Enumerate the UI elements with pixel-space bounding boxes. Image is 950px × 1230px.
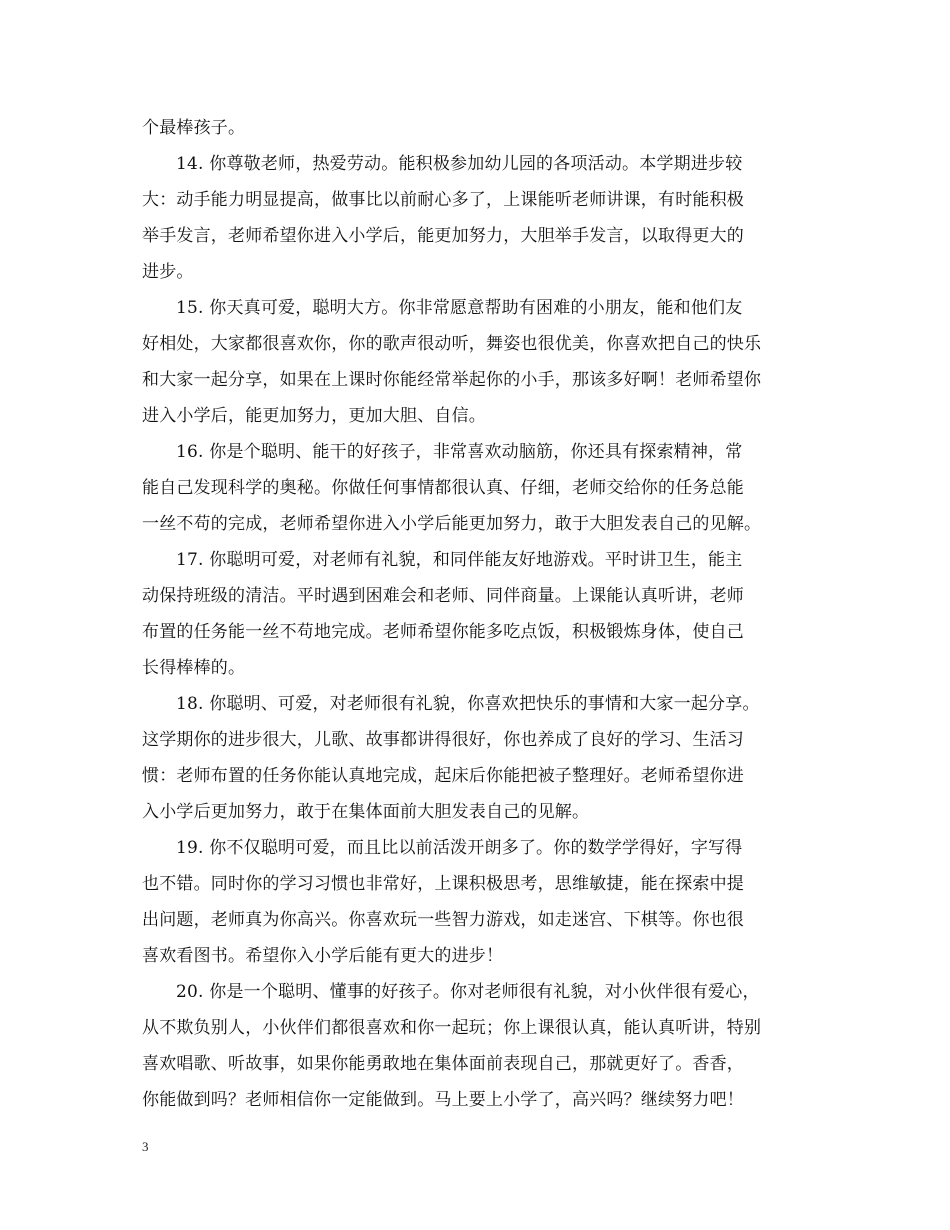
text-line: 个最棒孩子。 [142, 118, 246, 138]
text-line: 也不错。同时你的学习习惯也非常好，上课积极思考，思维敏捷，能在探索中提 [142, 874, 744, 894]
paragraph-14-line: 14. 你尊敬老师，热爱劳动。能积极参加幼儿园的各项活动。本学期进步较 [176, 154, 743, 174]
paragraph-20-line: 20. 你是一个聪明、懂事的好孩子。你对老师很有礼貌，对小伙伴很有爱心， [176, 982, 760, 1002]
paragraph-18-line: 18. 你聪明、可爱，对老师很有礼貌，你喜欢把快乐的事情和大家一起分享。 [176, 694, 760, 714]
text-line: 动保持班级的清洁。平时遇到困难会和老师、同伴商量。上课能认真听讲，老师 [142, 586, 744, 606]
text-line: 你能做到吗？老师相信你一定能做到。马上要上小学了，高兴吗？继续努力吧！ [142, 1090, 744, 1110]
text-line: 入小学后更加努力，敢于在集体面前大胆发表自己的见解。 [142, 802, 590, 822]
text-line: 惯：老师布置的任务你能认真地完成，起床后你能把被子整理好。老师希望你进 [142, 766, 744, 786]
text-line: 喜欢唱歌、听故事，如果你能勇敢地在集体面前表现自己，那就更好了。香香， [142, 1054, 744, 1074]
text-line: 从不欺负别人，小伙伴们都很喜欢和你一起玩；你上课很认真，能认真听讲，特别 [142, 1018, 762, 1038]
text-line: 好相处，大家都很喜欢你，你的歌声很动听，舞姿也很优美，你喜欢把自己的快乐 [142, 334, 762, 354]
text-line: 喜欢看图书。希望你入小学后能有更大的进步！ [142, 946, 504, 966]
text-line: 一丝不苟的完成，老师希望你进入小学后能更加努力，敢于大胆发表自己的见解。 [142, 514, 762, 534]
text-line: 进入小学后，能更加努力，更加大胆、自信。 [142, 406, 486, 426]
paragraph-15-line: 15. 你天真可爱，聪明大方。你非常愿意帮助有困难的小朋友，能和他们友 [176, 298, 743, 318]
paragraph-17-line: 17. 你聪明可爱，对老师有礼貌，和同伴能友好地游戏。平时讲卫生，能主 [176, 550, 743, 570]
text-line: 举手发言，老师希望你进入小学后，能更加努力，大胆举手发言，以取得更大的 [142, 226, 744, 246]
text-line: 能自己发现科学的奥秘。你做任何事情都很认真、仔细，老师交给你的任务总能 [142, 478, 744, 498]
text-line: 大：动手能力明显提高，做事比以前耐心多了，上课能听老师讲课，有时能积极 [142, 190, 744, 210]
paragraph-19-line: 19. 你不仅聪明可爱，而且比以前活泼开朗多了。你的数学学得好，字写得 [176, 838, 743, 858]
paragraph-16-line: 16. 你是个聪明、能干的好孩子，非常喜欢动脑筋，你还具有探索精神，常 [176, 442, 743, 462]
text-line: 这学期你的进步很大，儿歌、故事都讲得很好，你也养成了良好的学习、生活习 [142, 730, 744, 750]
text-line: 布置的任务能一丝不苟地完成。老师希望你能多吃点饭，积极锻炼身体，使自己 [142, 622, 744, 642]
text-line: 出问题，老师真为你高兴。你喜欢玩一些智力游戏，如走迷宫、下棋等。你也很 [142, 910, 744, 930]
text-line: 和大家一起分享，如果在上课时你能经常举起你的小手，那该多好啊！老师希望你 [142, 370, 762, 390]
text-line: 进步。 [142, 262, 194, 282]
page-number: 3 [142, 1139, 149, 1154]
text-line: 长得棒棒的。 [142, 658, 246, 678]
